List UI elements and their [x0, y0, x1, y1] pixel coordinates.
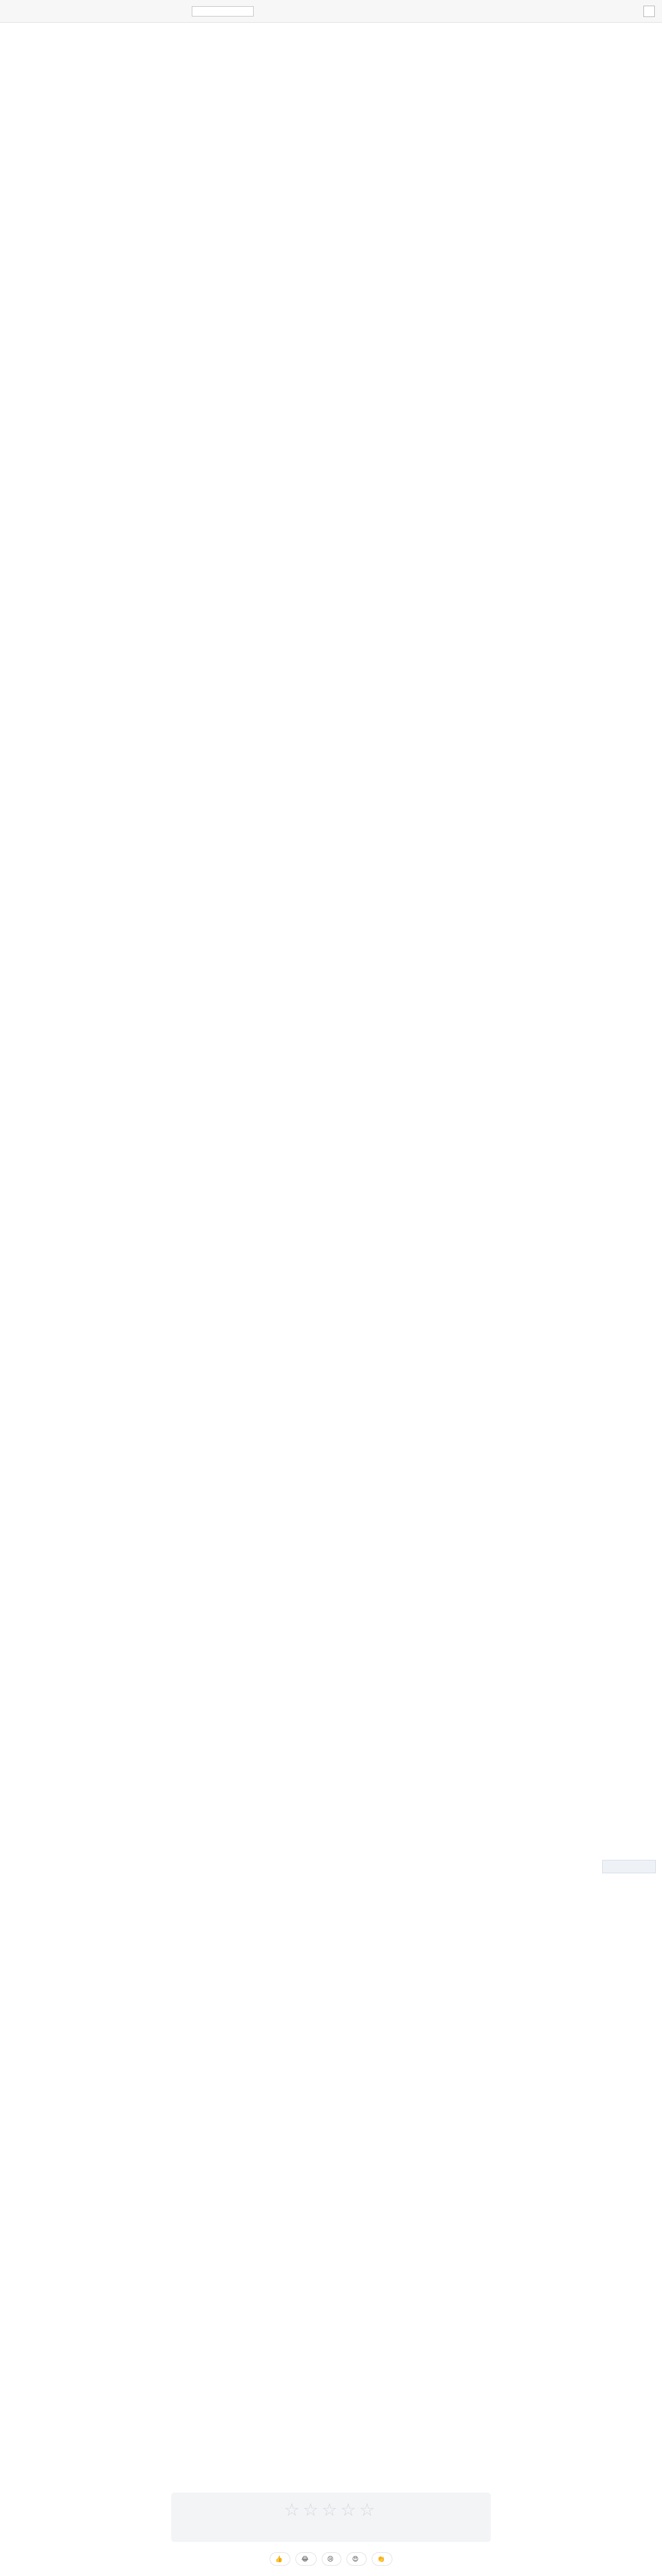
pager-top [0, 93, 662, 100]
reaction-icon: 😂 [301, 2555, 309, 2563]
reaction-icon: 👏 [377, 2555, 385, 2563]
reaction-icon: 👍 [275, 2555, 283, 2563]
header-search-input[interactable] [192, 6, 254, 16]
reaction-button[interactable] [346, 2552, 367, 2566]
page-top-button[interactable] [602, 1860, 656, 1873]
reaction-button[interactable] [270, 2552, 291, 2566]
reaction-button[interactable] [372, 2552, 393, 2566]
rating-box [171, 2493, 491, 2542]
reaction-bar [0, 2552, 662, 2568]
star-rating-icon[interactable]: ☆☆☆☆☆ [284, 2500, 378, 2520]
global-header [0, 0, 662, 23]
reaction-button[interactable] [322, 2552, 342, 2566]
novel-body [171, 180, 491, 192]
bookmark-list-button[interactable] [643, 6, 655, 17]
reaction-icon: 😢 [327, 2555, 334, 2563]
reaction-button[interactable] [295, 2552, 316, 2566]
reaction-icon: 😍 [352, 2555, 359, 2563]
